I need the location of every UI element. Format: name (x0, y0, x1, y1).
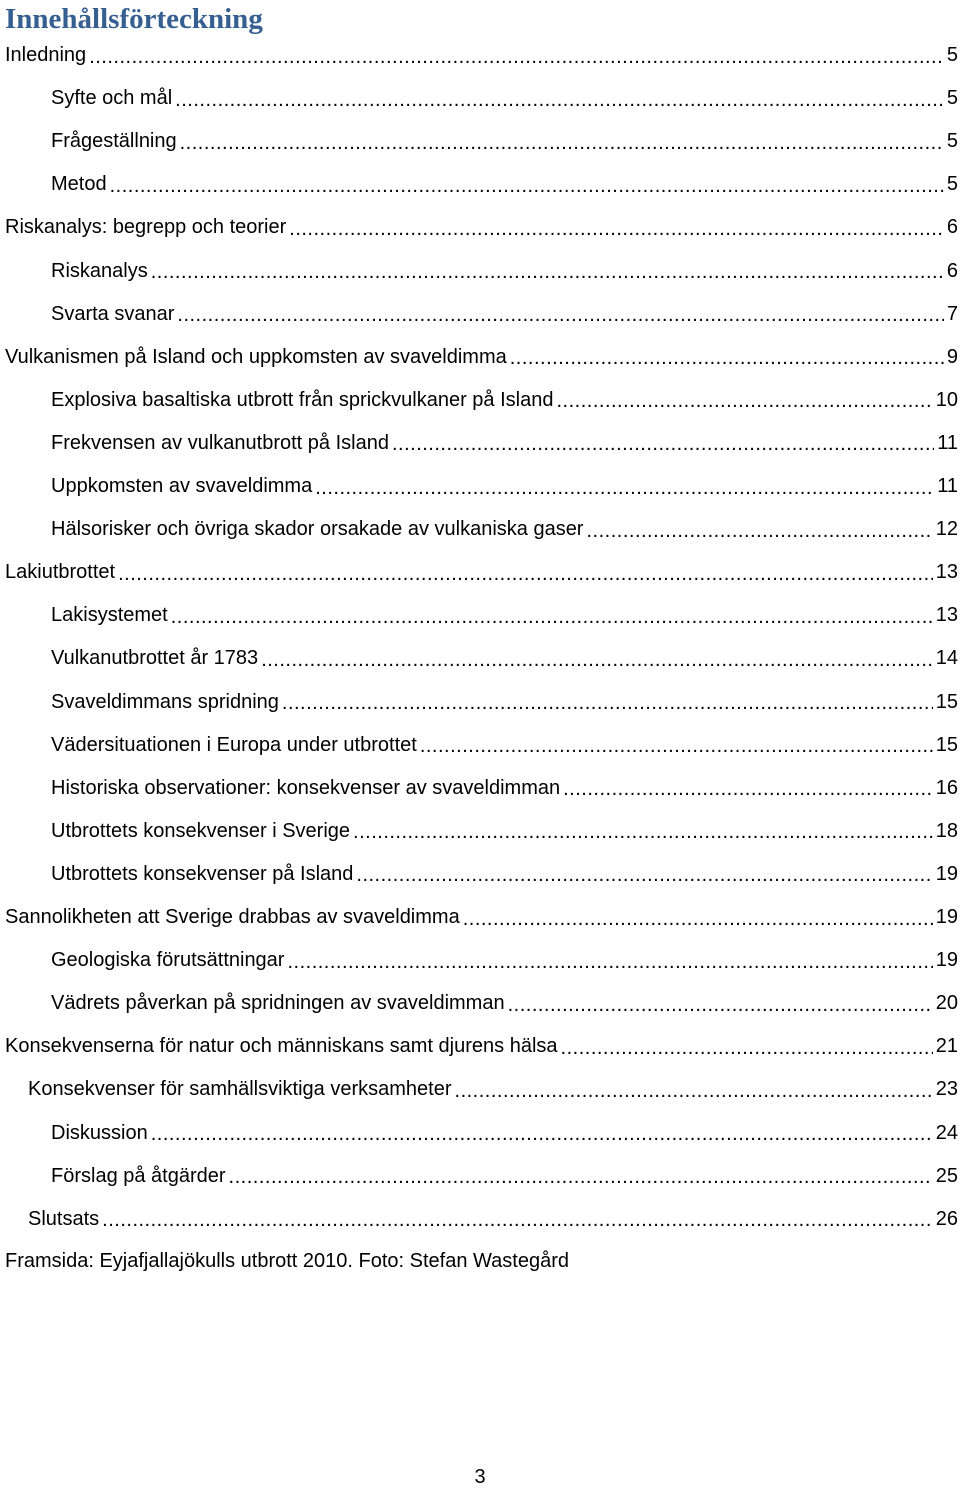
toc-entry-label[interactable]: Svarta svanar (51, 302, 175, 325)
toc-entry[interactable] (0, 810, 960, 853)
toc-entry-page: 11 (937, 475, 958, 497)
dot-leader (118, 562, 933, 586)
toc-entry-label[interactable]: Sannolikheten att Sverige drabbas av svaveldimma (5, 906, 460, 928)
toc-entry-label[interactable]: Frekvensen av vulkanutbrott på Island (51, 431, 389, 454)
toc-entry-page: 16 (935, 776, 958, 799)
toc-entry[interactable] (0, 336, 960, 379)
dot-leader (586, 519, 932, 543)
dot-leader (556, 389, 932, 413)
dot-leader (180, 131, 944, 155)
toc-entry-label[interactable]: Riskanalys (51, 259, 148, 282)
toc-entry[interactable] (0, 551, 960, 594)
dot-leader (287, 950, 932, 974)
toc-entry[interactable] (0, 896, 960, 939)
toc-entry-page: 5 (946, 173, 958, 196)
toc-entry-page: 11 (937, 431, 958, 454)
toc-entry-label[interactable]: Lakisystemet (51, 604, 168, 627)
toc-entry[interactable] (0, 465, 960, 508)
toc-entry-label[interactable]: Förslag på åtgärder (51, 1164, 226, 1187)
dot-leader (420, 734, 933, 758)
dot-leader (455, 1079, 933, 1103)
toc-entry[interactable] (0, 508, 960, 551)
dot-leader (261, 648, 933, 672)
toc-entry-label[interactable]: Geologiska förutsättningar (51, 949, 285, 972)
toc-entry[interactable] (0, 1198, 960, 1241)
toc-entry-page: 9 (946, 345, 958, 368)
toc-entry[interactable] (0, 34, 960, 77)
dot-leader (151, 260, 944, 284)
dot-leader (110, 174, 944, 198)
toc-entry-label[interactable]: Vädersituationen i Europa under utbrottet (51, 733, 417, 756)
dot-leader (563, 777, 933, 801)
toc-entry[interactable] (0, 206, 960, 249)
dot-leader (102, 1208, 933, 1232)
dot-leader (151, 1122, 933, 1146)
toc-entry-label[interactable]: Hälsorisker och övriga skador orsakade av vulkaniska gaser (51, 518, 584, 541)
toc-entry-page: 14 (935, 647, 958, 670)
toc-entry-label[interactable]: Vulkanismen på Island och uppkomsten av svaveldimma (5, 345, 507, 368)
toc-entry-page: 26 (935, 1207, 958, 1230)
toc-entry[interactable] (0, 939, 960, 982)
dot-leader (289, 217, 944, 241)
toc-entry-page: 19 (935, 862, 958, 885)
toc-entry[interactable] (0, 853, 960, 896)
toc-entry-page: 18 (935, 819, 958, 842)
toc-entry[interactable] (0, 422, 960, 465)
toc-entry-page: 15 (935, 690, 958, 713)
toc-entry-label[interactable]: Vulkanutbrottet år 1783 (51, 647, 259, 670)
toc-entry-page: 13 (935, 604, 958, 627)
toc-entry-label[interactable]: Utbrottets konsekvenser på Island (51, 862, 354, 885)
toc-entry-label[interactable]: Uppkomsten av svaveldimma (51, 475, 313, 497)
toc-entry[interactable] (0, 1155, 960, 1198)
toc-entry-page: 25 (935, 1164, 958, 1187)
toc-entry[interactable] (0, 77, 960, 120)
dot-leader (175, 88, 944, 112)
toc-entry-label[interactable]: Syfte och mål (51, 87, 173, 110)
dot-leader (510, 346, 944, 370)
toc-entry-label[interactable]: Metod (51, 173, 107, 196)
toc-entry[interactable] (0, 681, 960, 724)
cover-photo-credit: Framsida: Eyjafjallajökulls utbrott 2010. Foto: Stefan Wastegård (5, 1250, 569, 1272)
toc-entry-page: 7 (946, 302, 958, 325)
toc-entry[interactable] (0, 1025, 960, 1068)
toc-entry-label[interactable]: Lakiutbrottet (5, 561, 116, 584)
toc-entry-page: 12 (935, 518, 958, 541)
dot-leader (463, 907, 933, 931)
toc-heading: Innehållsförteckning (5, 3, 263, 35)
dot-leader (356, 863, 932, 887)
toc-entry-page: 20 (935, 992, 958, 1015)
toc-entry[interactable] (0, 163, 960, 206)
toc-entry[interactable] (0, 120, 960, 163)
dot-leader (177, 303, 943, 327)
dot-leader (561, 1036, 933, 1060)
toc-entry-label[interactable]: Slutsats (28, 1207, 100, 1230)
dot-leader (392, 432, 934, 456)
toc-entry[interactable] (0, 250, 960, 293)
toc-entry-page: 24 (935, 1121, 958, 1144)
toc-entry-label[interactable]: Historiska observationer: konsekvenser av svaveldimman (51, 776, 561, 799)
toc-entry-label[interactable]: Svaveldimmans spridning (51, 690, 279, 713)
toc-entry-page: 6 (946, 216, 958, 239)
toc-entry[interactable] (0, 724, 960, 767)
toc-entry-label[interactable]: Frågeställning (51, 130, 177, 153)
dot-leader (171, 605, 933, 629)
toc-entry[interactable] (0, 767, 960, 810)
toc-entry[interactable] (0, 293, 960, 336)
page-number: 3 (474, 1466, 486, 1488)
dot-leader (89, 45, 944, 69)
toc-entry-label[interactable]: Riskanalys: begrepp och teorier (5, 216, 287, 239)
dot-leader (229, 1165, 933, 1189)
toc-entry-page: 10 (935, 388, 958, 411)
toc-entry-label[interactable]: Utbrottets konsekvenser i Sverige (51, 819, 351, 842)
toc-entry-page: 6 (946, 259, 958, 282)
toc-entry-page: 5 (946, 44, 958, 66)
toc-entry-page: 5 (946, 87, 958, 110)
dot-leader (315, 476, 934, 500)
toc-entry-page: 15 (935, 733, 958, 756)
toc-entry-page: 19 (935, 906, 958, 928)
toc-entry-page: 13 (935, 561, 958, 584)
dot-leader (282, 691, 933, 715)
toc-entry-page: 21 (935, 1035, 958, 1058)
toc-entry[interactable] (0, 637, 960, 680)
toc-entry[interactable] (0, 594, 960, 637)
toc-entry-label[interactable]: Explosiva basaltiska utbrott från sprickvulkaner på Island (51, 388, 554, 411)
toc-entry-page: 23 (935, 1078, 958, 1101)
dot-leader (353, 820, 933, 844)
dot-leader (508, 993, 933, 1017)
toc-entry-label[interactable]: Konsekvenser för samhällsviktiga verksamheter (28, 1078, 452, 1101)
toc-entry-label[interactable]: Vädrets påverkan på spridningen av svaveldimman (51, 992, 505, 1015)
toc-entry[interactable] (0, 982, 960, 1025)
toc-entry-page: 19 (935, 949, 958, 972)
toc-entry-label[interactable]: Inledning (5, 44, 87, 66)
toc-entry-page: 5 (946, 130, 958, 153)
toc-entry[interactable] (0, 1068, 960, 1111)
toc-entry[interactable] (0, 1112, 960, 1155)
toc-entry-label[interactable]: Diskussion (51, 1121, 148, 1144)
toc-entry-label[interactable]: Konsekvenserna för natur och människans samt djurens hälsa (5, 1035, 558, 1058)
toc-entry[interactable] (0, 379, 960, 422)
